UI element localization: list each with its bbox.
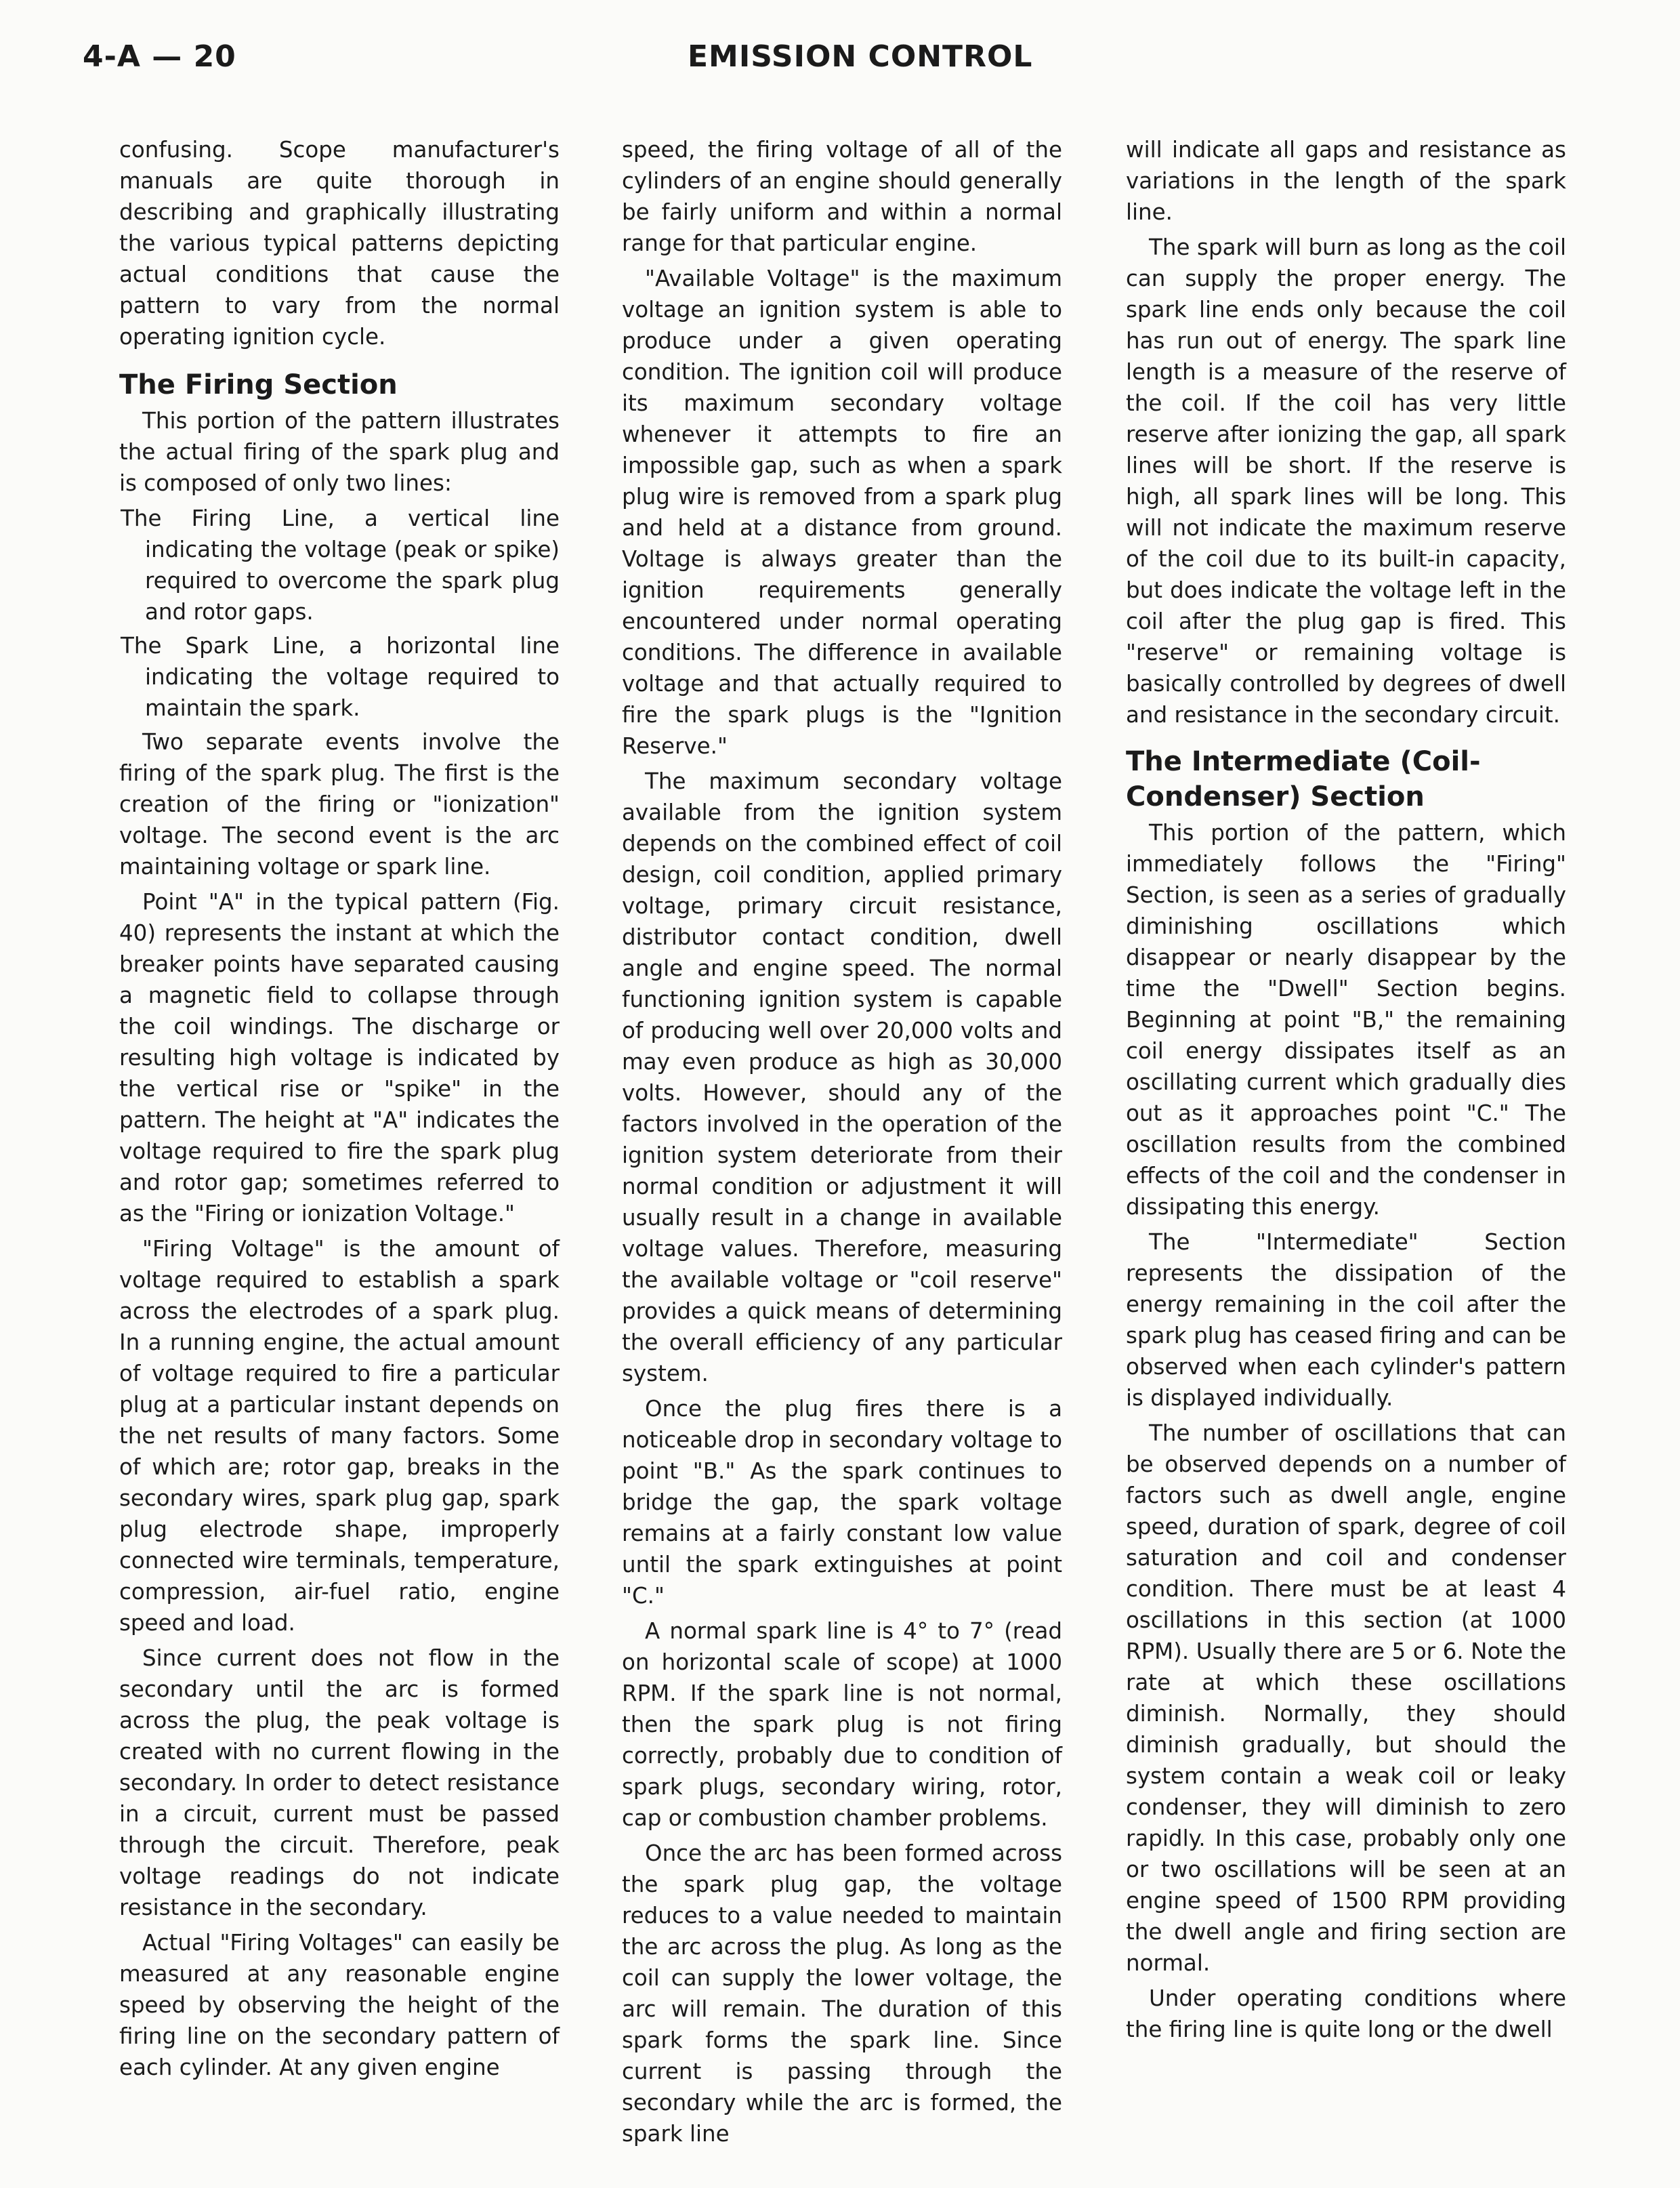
paragraph: Actual "Firing Voltages" can easily be measured at any reasonable engine speed by observing the height of the firing line on the secondary pattern of each cylinder. At any given engine: [119, 1930, 560, 2080]
paragraph: Since current does not flow in the secondary until the arc is formed across the plug, the peak voltage is created with no current flowing in the secondary. In order to detect resistance in a circuit, current must be passed through the circuit. Therefore, peak voltage readings do not indicate resistance in the secondary.: [119, 1645, 560, 1920]
section-heading: The Firing Section: [119, 369, 398, 400]
list-item: The Spark Line, a horizontal line indicating the voltage required to maintain the spark.: [121, 633, 560, 721]
text-column-2: [622, 134, 1062, 2153]
text-column-3: [1126, 134, 1566, 2049]
paragraph: A normal spark line is 4° to 7° (read on horizontal scale of scope) at 1000 RPM. If the spark line is not normal, then the spark plug is not firing correctly, probably due to condition of spark plugs, secondary wiring, rotor, cap or combustion chamber problems.: [622, 1618, 1062, 1831]
list-item: The Firing Line, a vertical line indicating the voltage (peak or spike) required to overcome the spark plug and rotor gaps.: [121, 505, 560, 625]
page-title: EMISSION CONTROL: [688, 39, 1033, 74]
paragraph: The maximum secondary voltage available from the ignition system depends on the combined effect of coil design, coil condition, applied primary voltage, primary circuit resistance, distributor contact condition, dwell angle and engine speed. The normal functioning ignition system is capable of producing well over 20,000 volts and may even produce as high as 30,000 volts. However, should any of the factors involved in the operation of the ignition system deteriorate from their normal condition or adjustment it will usually result in a change in available voltage values. Therefore, measuring the available voltage or "coil reserve" provides a quick means of determining the overall efficiency of any particular system.: [622, 768, 1062, 1386]
paragraph: This portion of the pattern illustrates the actual firing of the spark plug and is composed of only two lines:: [119, 408, 560, 496]
paragraph: will indicate all gaps and resistance as variations in the length of the spark line.: [1126, 137, 1566, 225]
paragraph: The number of oscillations that can be observed depends on a number of factors such as dwell angle, engine speed, duration of spark, degree of coil saturation and coil and condenser condition. There must be at least 4 oscillations in this section (at 1000 RPM). Usually there are 5 or 6. Note the rate at which these oscillations diminish. Normally, they should diminish gradually, but should the system contain a weak coil or leaky condenser, they will diminish to zero rapidly. In this case, probably only one or two oscillations will be seen at an engine speed of 1500 RPM providing the dwell angle and firing section are normal.: [1126, 1420, 1566, 1976]
text-column-1: [119, 134, 560, 2087]
paragraph: Point "A" in the typical pattern (Fig. 40) represents the instant at which the breaker points have separated causing a magnetic field to collapse through the coil windings. The discharge or resulting high voltage is indicated by the vertical rise or "spike" in the pattern. The height at "A" indicates the voltage required to fire the spark plug and rotor gap; sometimes referred to as the "Firing or ionization Voltage.": [119, 889, 560, 1226]
section-heading: The Intermediate (Coil-Condenser) Section: [1126, 746, 1481, 812]
page-number: 4-A — 20: [83, 39, 236, 74]
paragraph: speed, the firing voltage of all of the cylinders of an engine should generally be fairly uniform and within a normal range for that particular engine.: [622, 137, 1062, 256]
paragraph: The spark will burn as long as the coil can supply the proper energy. The spark line ends only because the coil has run out of energy. The spark line length is a measure of the reserve of the coil. If the coil has very little reserve after ionizing the gap, all spark lines will be short. If the reserve is high, all spark lines will be long. This will not indicate the maximum reserve of the coil due to its built-in capacity, but does indicate the voltage left in the coil after the plug gap is fired. This "reserve" or remaining voltage is basically controlled by degrees of dwell and resistance in the secondary circuit.: [1126, 234, 1566, 728]
paragraph: The "Intermediate" Section represents the dissipation of the energy remaining in the coil after the spark plug has ceased firing and can be observed when each cylinder's pattern is displayed individually.: [1126, 1229, 1566, 1411]
paragraph: "Firing Voltage" is the amount of voltage required to establish a spark across the electrodes of a spark plug. In a running engine, the actual amount of voltage required to fire a particular plug at a particular instant depends on the net results of many factors. Some of which are; rotor gap, breaks in the secondary wires, spark plug gap, spark plug electrode shape, improperly connected wire terminals, temperature, compression, air-fuel ratio, engine speed and load.: [119, 1236, 560, 1636]
paragraph: confusing. Scope manufacturer's manuals are quite thorough in describing and graphically illustrating the various typical patterns depicting actual conditions that cause the pattern to vary from the normal operating ignition cycle.: [119, 137, 560, 350]
paragraph: Two separate events involve the firing of the spark plug. The first is the creation of the firing or "ionization" voltage. The second event is the arc maintaining voltage or spark line.: [119, 729, 560, 880]
paragraph: Once the plug fires there is a noticeable drop in secondary voltage to point "B." As the spark continues to bridge the gap, the spark voltage remains at a fairly constant low value until the spark extinguishes at point "C.": [622, 1396, 1062, 1609]
paragraph: "Available Voltage" is the maximum voltage an ignition system is able to produce under a given operating condition. The ignition coil will produce its maximum secondary voltage whenever it attempts to fire an impossible gap, such as when a spark plug wire is removed from a spark plug and held at a distance from ground. Voltage is always greater than the ignition requirements generally encountered under normal operating conditions. The difference in available voltage and that actually required to fire the spark plugs is the "Ignition Reserve.": [622, 266, 1062, 759]
paragraph: Under operating conditions where the firing line is quite long or the dwell: [1126, 1985, 1566, 2042]
paragraph: This portion of the pattern, which immediately follows the "Firing" Section, is seen as a series of gradually diminishing oscillations which disappear or nearly disappear by the time the "Dwell" Section begins. Beginning at point "B," the remaining coil energy dissipates itself as an oscillating current which gradually dies out as it approaches point "C." The oscillation results from the combined effects of the coil and the condenser in dissipating this energy.: [1126, 820, 1566, 1220]
paragraph: Once the arc has been formed across the spark plug gap, the voltage reduces to a value needed to maintain the arc across the plug. As long as the coil can supply the lower voltage, the arc will remain. The duration of this spark forms the spark line. Since current is passing through the secondary while the arc is formed, the spark line: [622, 1840, 1062, 2147]
